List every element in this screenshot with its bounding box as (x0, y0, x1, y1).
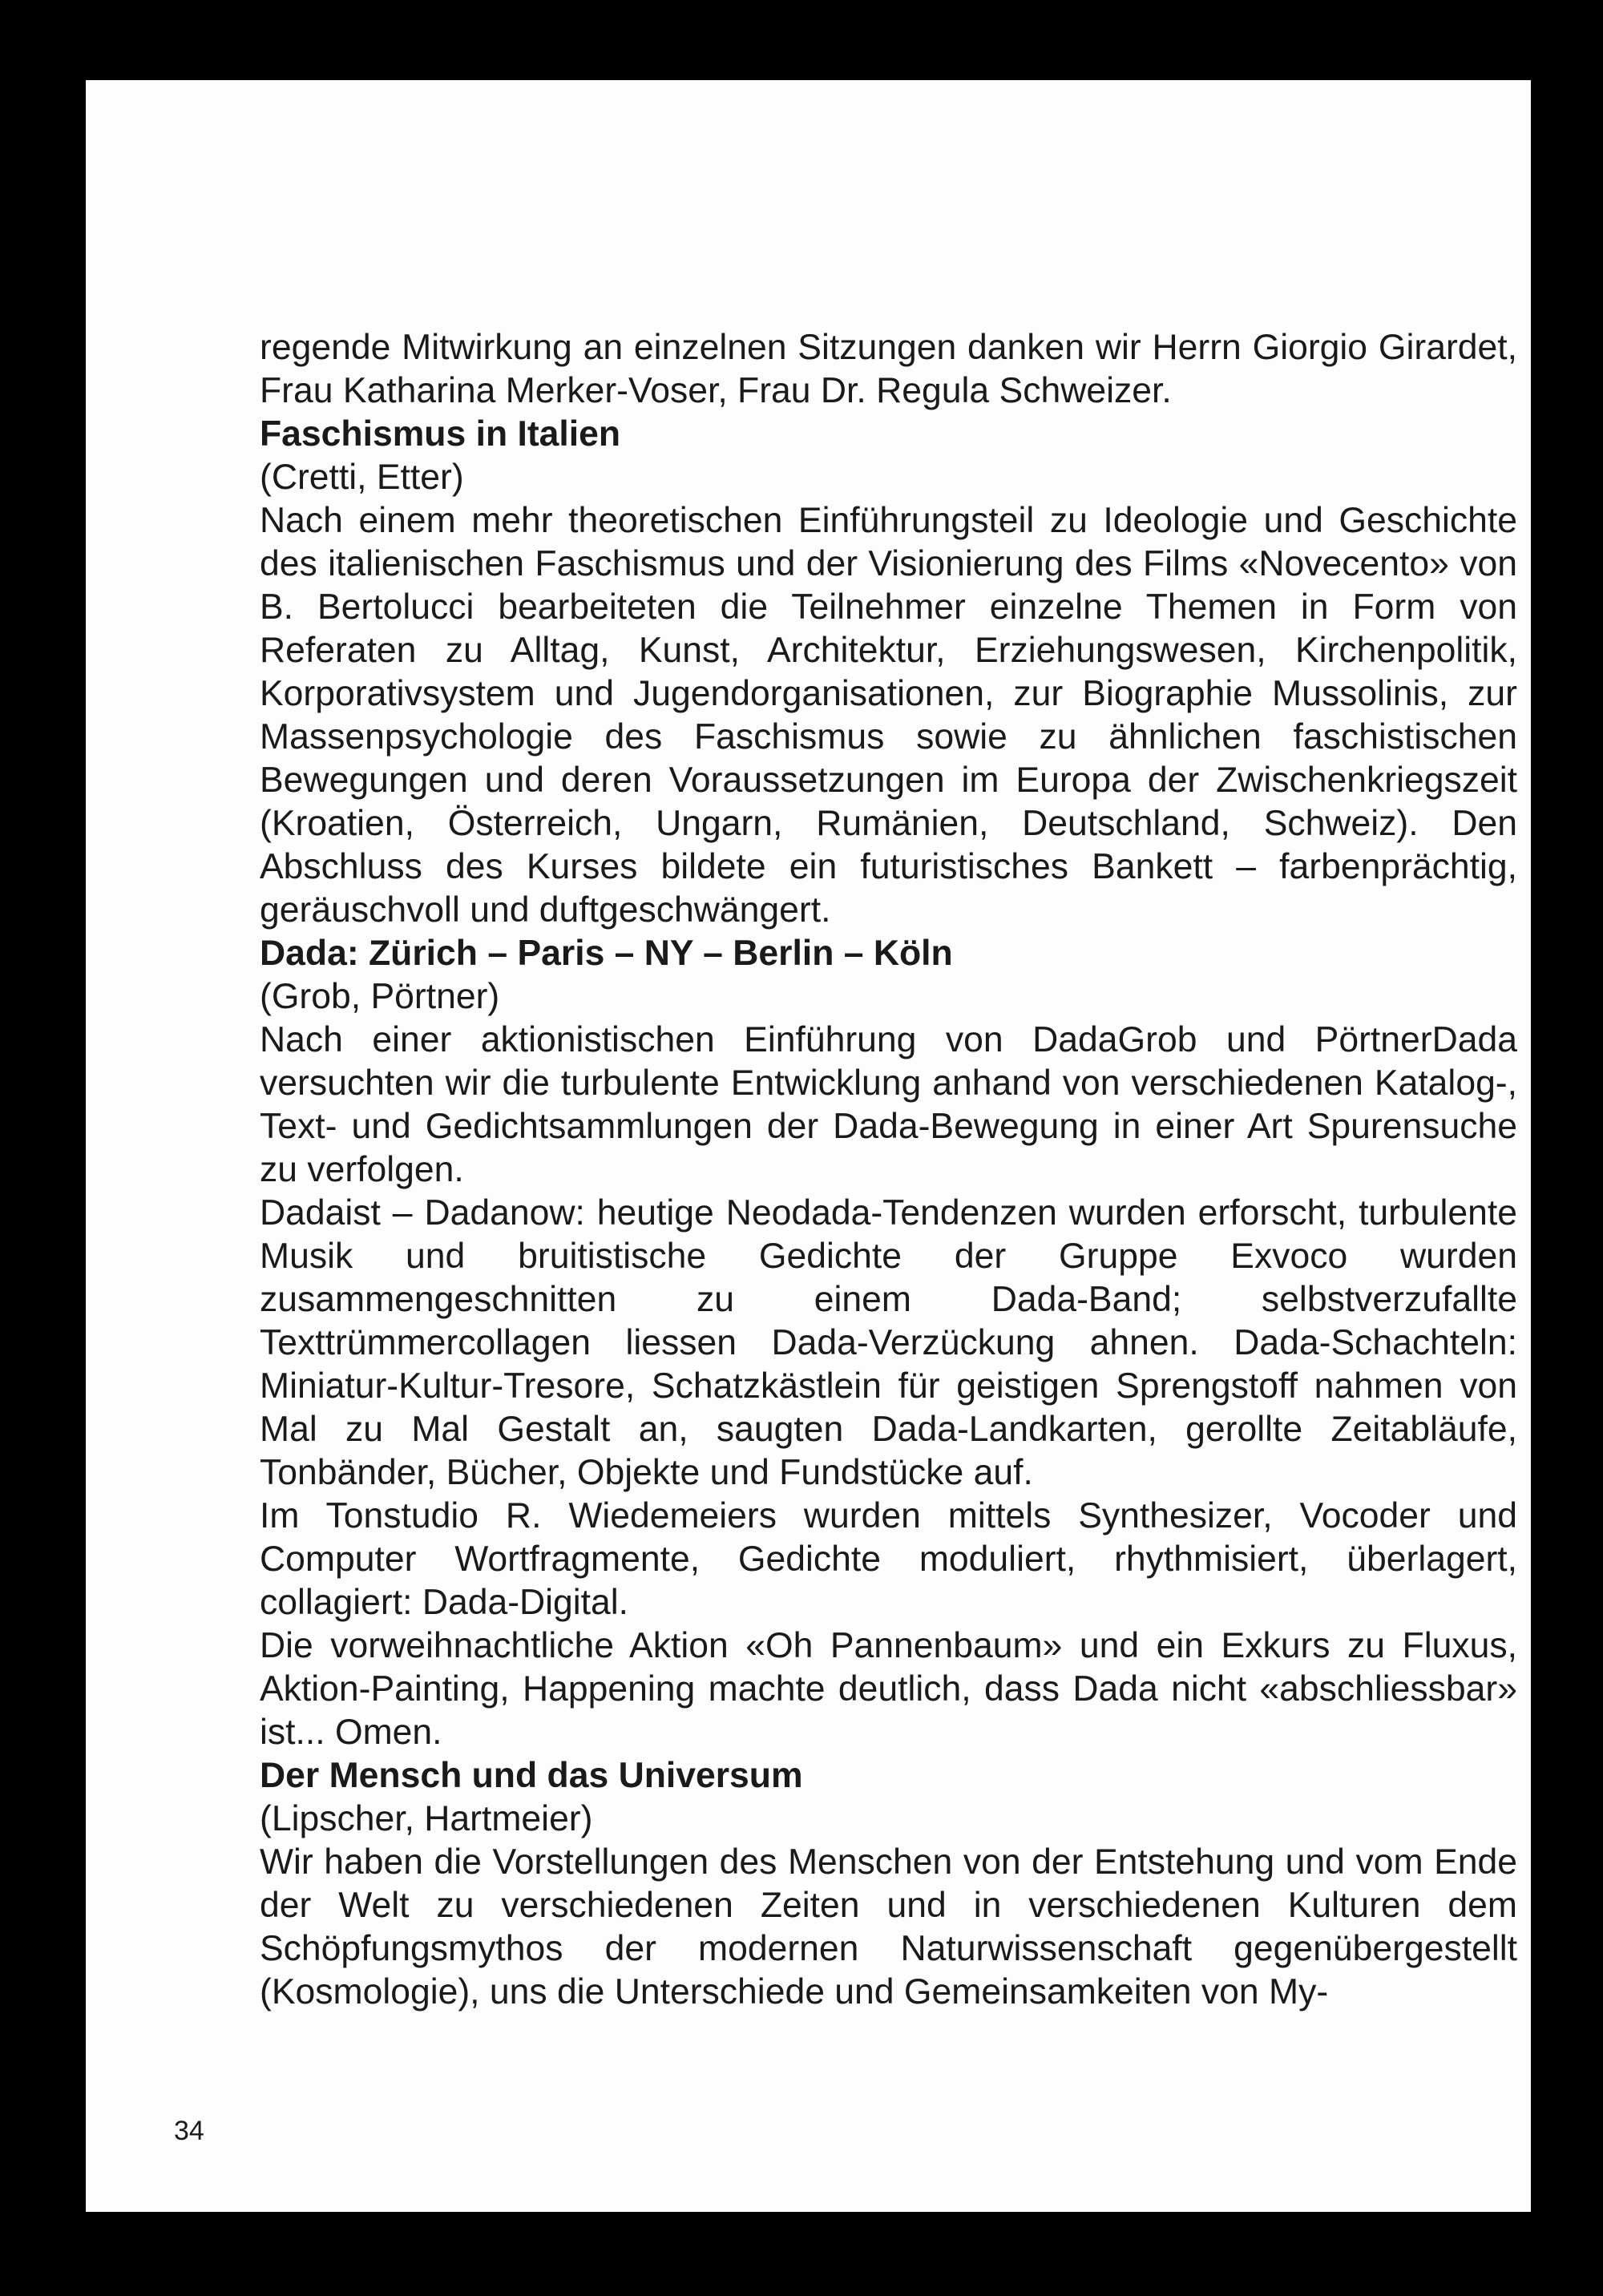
section-paragraph: Wir haben die Vorstellungen des Menschen von der Entstehung und vom Ende der Welt zu verschiedenen Zeiten und in verschiedenen Kulturen dem Schöpfungsmythos der modernen Naturwissenschaft gegenübergestellt (Kosmologie), uns die Unterschiede und Gemeinsamkeiten von My- (260, 1842, 1517, 2012)
section-title-universum: Der Mensch und das Universum (260, 1756, 803, 1795)
page-content (260, 326, 1517, 2014)
section-title-faschismus: Faschismus in Italien (260, 414, 621, 454)
section-title-dada: Dada: Zürich – Paris – NY – Berlin – Köln (260, 934, 953, 973)
section-paragraph: Dadaist – Dadanow: heutige Neodada-Tendenzen wurden erforscht, turbulente Musik und bruitistische Gedichte der Gruppe Exvoco wurden zusammengeschnitten zu einem Dada-Band; selbstverzufallte Texttrümmercollagen liessen Dada-Verzückung ahnen. Dada-Schachteln: Miniatur-Kultur-Tresore, Schatzkästlein für geistigen Sprengstoff nahmen von Mal zu Mal Gestalt an, saugten Dada-Landkarten, gerollte Zeitabläufe, Tonbänder, Bücher, Objekte und Fundstücke auf. (260, 1193, 1517, 1492)
section-paragraph: Die vorweihnachtliche Aktion «Oh Pannenbaum» und ein Exkurs zu Fluxus, Aktion-Painting, Happening machte deutlich, dass Dada nicht «abschliessbar» ist... Omen. (260, 1626, 1517, 1752)
section-paragraph: Nach einem mehr theoretischen Einführungsteil zu Ideologie und Geschichte des italienischen Faschismus und der Visionierung des Films «Novecento» von B. Bertolucci bearbeiteten die Teilnehmer einzelne Themen in Form von Referaten zu Alltag, Kunst, Architektur, Erziehungswesen, Kirchenpolitik, Korporativsystem und Jugendorganisationen, zur Biographie Mussolinis, zur Massenpsychologie des Faschismus sowie zu ähnlichen faschistischen Bewegungen und deren Voraussetzungen im Europa der Zwischenkriegszeit (Kroatien, Österreich, Ungarn, Rumänien, Deutschland, Schweiz). Den Abschluss des Kurses bildete ein futuristisches Bankett – farbenprächtig, geräuschvoll und duftgeschwängert. (260, 501, 1517, 930)
page-number: 34 (174, 2116, 204, 2146)
section-authors-faschismus: (Cretti, Etter) (260, 458, 464, 497)
section-paragraph: Nach einer aktionistischen Einführung von DadaGrob und PörtnerDada versuchten wir die turbulente Entwicklung anhand von verschiedenen Katalog-, Text- und Gedichtsammlungen der Dada-Bewegung in einer Art Spurensuche zu verfolgen. (260, 1020, 1517, 1189)
intro-paragraph: regende Mitwirkung an einzelnen Sitzungen danken wir Herrn Giorgio Girardet, Frau Katharina Merker-Voser, Frau Dr. Regula Schweizer. (260, 328, 1517, 410)
document-page (86, 80, 1531, 2212)
section-authors-universum: (Lipscher, Hartmeier) (260, 1799, 593, 1838)
section-authors-dada: (Grob, Pörtner) (260, 977, 500, 1016)
section-paragraph: Im Tonstudio R. Wiedemeiers wurden mittels Synthesizer, Vocoder und Computer Wortfragmente, Gedichte moduliert, rhythmisiert, überlagert, collagiert: Dada-Digital. (260, 1496, 1517, 1622)
